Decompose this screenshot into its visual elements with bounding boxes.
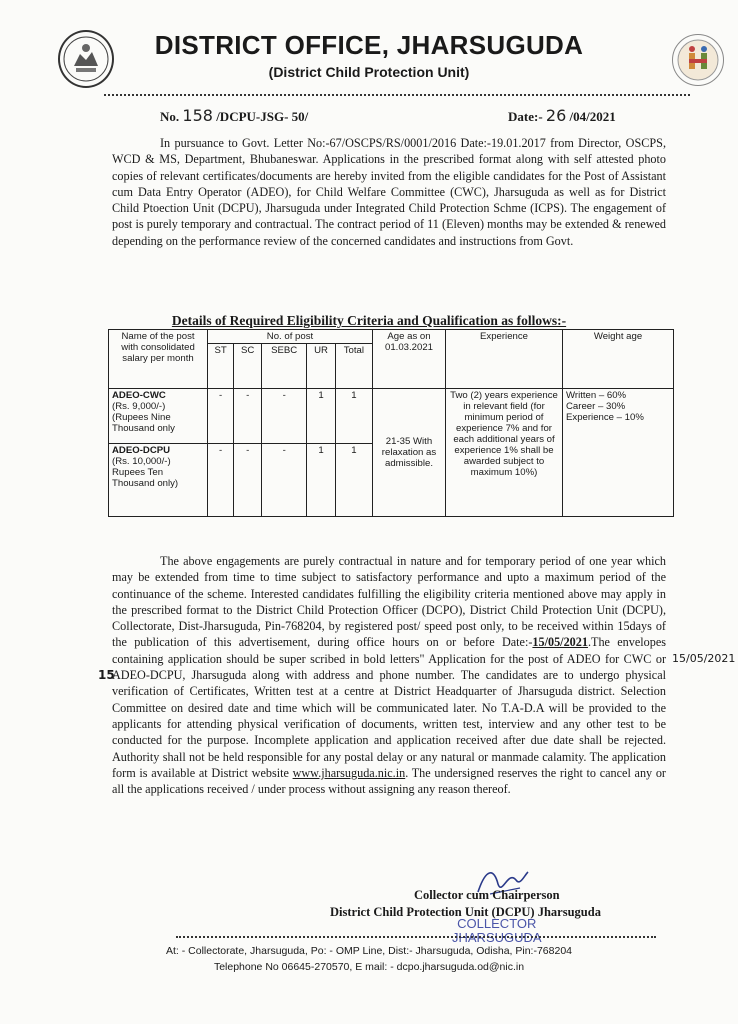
weightage-written: Written – 60% [566,390,627,401]
sc-cell: - [234,389,262,444]
collector-stamp [452,917,542,945]
office-subtitle: (District Child Protection Unit) [268,64,470,80]
header-ur: UR [307,344,335,389]
post-cell [109,389,208,444]
signatory-office: District Child Protection Unit (DCPU) Jharsuguda [330,905,601,919]
header-sebc: SEBC [262,344,307,389]
terms-part3: . The undersigned reserves the right to cancel any or all the applications received / under process without assigning any reason thereof. [112,765,666,797]
stamp-line2: JHARSUGUDA [452,930,542,945]
sebc-cell: - [262,389,307,444]
header-total: Total [335,344,372,389]
experience-cell: Two (2) years experience in relevant field (for minimum period of experience 7% and for each additional years of experience 1% shall be awarded subject to maximum 10%) [446,389,563,517]
header-st: ST [208,344,234,389]
website-link[interactable]: www.jharsuguda.nic.in [292,765,406,780]
st-cell: - [208,444,234,517]
header-divider [104,94,690,96]
last-date: 15/05/2021 [532,635,588,650]
handwritten-date-note: 15/05/2021 [672,652,736,665]
letter-date [508,106,616,125]
footer-divider [176,936,656,938]
header-no-of-post: No. of post [208,330,373,344]
eligibility-table [108,329,674,517]
weightage-cell [563,389,674,517]
total-cell: 1 [335,444,372,517]
details-heading: Details of Required Eligibility Criteria and Qualification as follows:- [171,313,567,328]
sc-cell: - [234,444,262,517]
date-rest: /04/2021 [569,109,616,124]
header-sc: SC [234,344,262,389]
post-salary: (Rs. 9,000/-) (Rupees Nine Thousand only [112,401,175,434]
footer-contact: Telephone No 06645-270570, E mail: - dcpo.jharsuguda.od@nic.in [213,961,525,973]
table-row [109,389,674,444]
terms-paragraph [112,553,666,797]
stamp-line1: COLLECTOR [457,916,537,931]
header-experience: Experience [446,330,563,389]
office-title: DISTRICT OFFICE, JHARSUGUDA [154,30,584,60]
header-post-name: Name of the post with consolidated salary per month [109,330,208,389]
terms-part2: .The envelopes containing application should be super scribed in bold letters" Application for the post of ADEO for CWC or ADEO-DCPU, Jharsuguda along with address and phone number. The candidates are to undergo physical verification of Certificates, Written test at a centre at District Headquarter of Jharsuguda district. Selection Committee on desired date and time which will be communicated later. No T.A-D.A will be provided to the applicants for attending physical verification of documents, written test, interview and any other test to be conducted for the purpose. Incomplete application and application received after due date shall be rejected. Authority shall not be held responsible for any postal delay or any natural or manmade calamity. The application form is available at District website [112,635,666,780]
intro-paragraph: In pursuance to Govt. Letter No:-67/OSCPS/RS/0001/2016 Date:-19.01.2017 from Director, OSCPS, WCD & MS, Department, Bhubaneswar. Applications in the prescribed format along with self attested photo copies of relevant certificates/documents are hereby invited from the eligible candidates for the Post of Assistant cum Data Entry Operator (ADEO), for Child Welfare Committee (CWC), Jharsuguda as well as for District Child Ptoection Unit (DCPU), Jharsuguda under Integrated Child Protection Schme (ICPS). The engagement of post is purely temporary and contractual. The contract period of 11 (Eleven) months may be extended & renewed depending on the performance review of the concerned candidates and instructions from Govt. [112,136,666,248]
footer-address: At: - Collectorate, Jharsuguda, Po: - OMP Line, Dist:- Jharsuguda, Odisha, Pin:-768204 [165,945,572,957]
ref-code: /DCPU-JSG- 50/ [216,109,309,124]
reference-number [160,106,308,125]
ref-no-handwritten: 158 [182,106,213,125]
sebc-cell: - [262,444,307,517]
ref-no-label: No. [160,109,180,124]
st-cell: - [208,389,234,444]
age-cell: 21-35 With relaxation as admissible. [373,389,446,517]
post-cell [109,444,208,517]
header-weightage: Weight age [563,330,674,389]
post-name: ADEO-CWC [112,390,166,401]
date-label: Date:- [508,109,543,124]
header-age: Age as on 01.03.2021 [373,330,446,389]
weightage-experience: Experience – 10% [566,412,644,423]
weightage-career: Career – 30% [566,401,626,412]
total-cell: 1 [335,389,372,444]
table-header-row [109,330,674,344]
signatory-title: Collector cum Chairperson [414,888,560,902]
handwritten-margin-note: 15 [98,668,115,682]
post-name: ADEO-DCPU [112,445,171,456]
post-salary: (Rs. 10,000/-) Rupees Ten Thousand only) [112,456,179,489]
terms-part1: The above engagements are purely contractual in nature and for temporary period of one year which may be extended from time to time subject to satisfactory performance and upto a maximum period of the continuance of the scheme. Interested candidates fulfilling the eligibility criteria mentioned above may apply in the prescribed format to the District Child Protection Officer (DCPO), District Child Protection Unit (DCPU), Collectorate, Dist-Jharsuguda, Pin-768204, by registered post/ speed post only, to be received within 15days of the publication of this advertisement, during office hours on or before Date:- [112,554,666,650]
date-handwritten: 26 [545,106,567,125]
ur-cell: 1 [307,444,335,517]
ur-cell: 1 [307,389,335,444]
